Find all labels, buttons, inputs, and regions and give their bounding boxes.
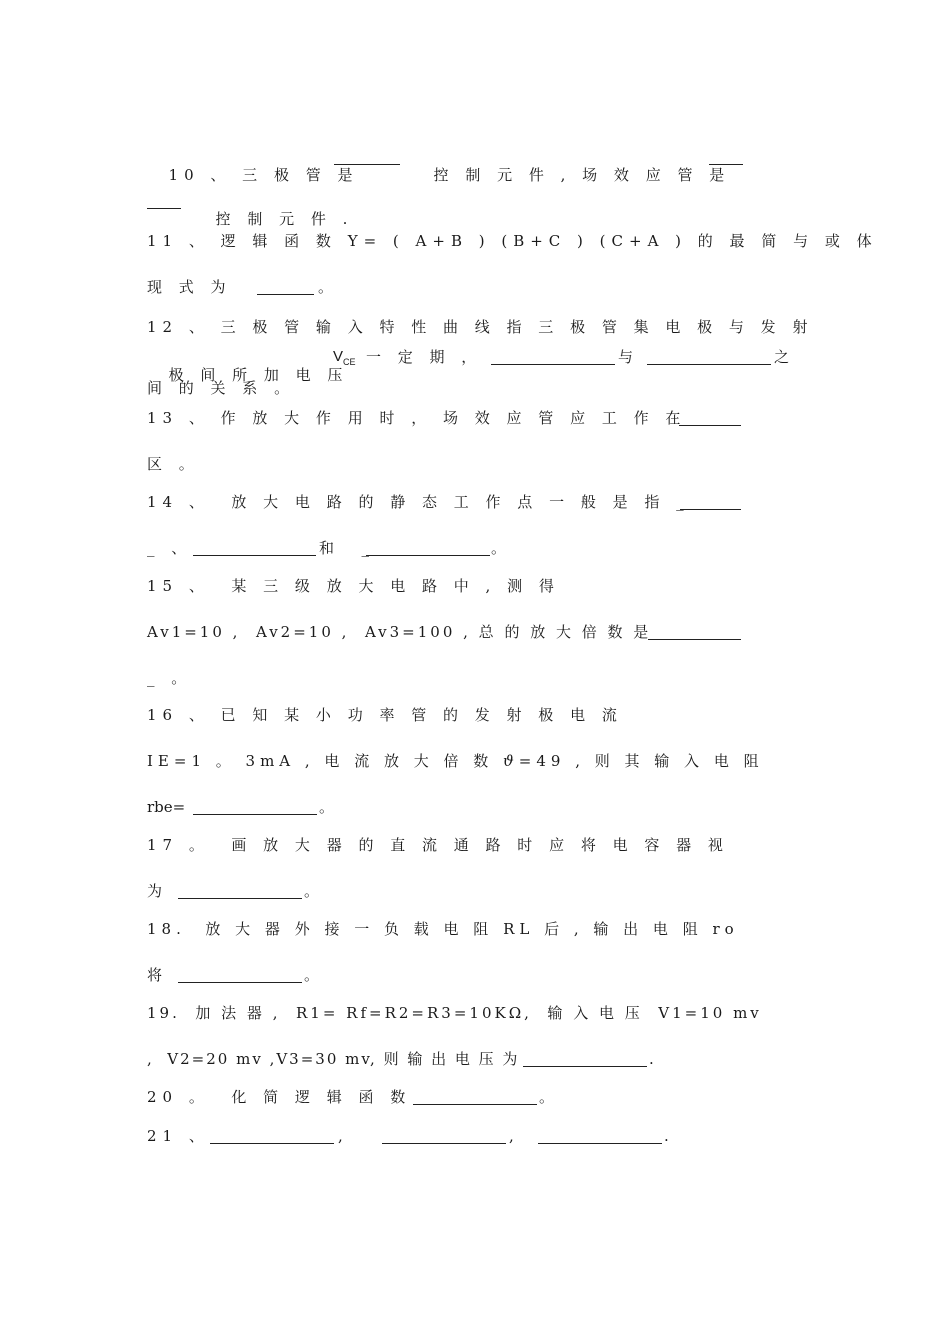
q10-blank1[interactable] [334,150,400,165]
q18-line1: 18. 放 大 器 外 接 一 负 载 电 阻 RL 后 , 输 出 电 阻 ro [147,920,739,938]
q17-blank[interactable] [178,884,302,899]
q11-text-a: 现 式 为 [147,278,232,296]
q13-line1: 13 、 作 放 大 作 用 时 ， 场 效 应 管 应 工 作 在 [147,409,687,427]
q14-line2c: 。 [491,539,507,557]
q14-blank1[interactable] [193,541,316,556]
q19-line1: 19. 加 法 器 , R1= Rf=R2=R3=10KΩ, 输 入 电 压 V1=10 mv [147,1004,762,1022]
q12-blank2[interactable] [647,350,771,365]
q16-text-a: IE=1 。 3mA , 电 流 放 大 倍 数 [147,752,504,770]
q19-blank[interactable] [523,1052,647,1067]
q12-text-d: 之 [774,348,790,366]
q12-text-a: 极 间 所 加 电 压 [168,366,349,384]
q17-line1: 17 。 画 放 大 器 的 直 流 通 路 时 应 将 电 容 器 视 [147,836,729,854]
q20-end: 。 [539,1088,555,1106]
q14-line2a: _ 、 [147,539,193,557]
q16-text-b: =49 , 则 其 输 入 电 阻 [518,752,764,770]
q13-blank[interactable] [679,411,741,426]
q21-comma2: , [509,1127,514,1145]
q11-end: 。 [318,278,334,296]
q11-line1: 11 、 逻 辑 函 数 Y= ( A+B ) (B+C ) (C+A ) 的 最 简 与 或 体 [147,232,878,250]
q14-line1: 14 、 放 大 电 路 的 静 态 工 作 点 一 般 是 指 _ [147,493,690,511]
q18-line2a: 将 [147,966,163,984]
q16-blank[interactable] [193,800,317,815]
q21-comma1: , [338,1127,343,1145]
q21-line1: 21 、 [147,1127,210,1145]
q15-blank[interactable] [648,625,741,640]
q10-line1 [147,148,358,184]
q16-line1: 16 、 已 知 某 小 功 率 管 的 发 射 极 电 流 [147,706,623,724]
q20-blank[interactable] [413,1090,537,1105]
q12-v: V [333,348,344,365]
q10-blank2a[interactable] [709,150,743,165]
q11-blank[interactable] [257,280,314,295]
q19-line2b: . [649,1050,654,1068]
q12-blank1[interactable] [491,350,615,365]
q19-line2a: , V2=20 mv ,V3=30 mv, 则 输 出 电 压 为 [147,1050,520,1068]
q21-blank2[interactable] [382,1129,506,1144]
q12-line3: 间 的 关 系 。 [147,379,296,397]
q16-line3a: rbe= [147,798,186,816]
q16-line3b: 。 [319,798,335,816]
q14-line2b: 和 _ [319,539,376,557]
q18-blank[interactable] [178,968,302,983]
q10-text-a: 10 、 三 极 管 是 [168,166,359,184]
q18-line2b: 。 [304,966,320,984]
q17-line2b: 。 [304,882,320,900]
q12-text-c: 与 [618,348,634,366]
q12-text-b: 一 定 期 ， [366,348,483,366]
q10-line1b [412,148,730,184]
q14-blank2[interactable] [366,541,490,556]
q21-blank3[interactable] [538,1129,662,1144]
q17-line2a: 为 [147,882,163,900]
q10-blank2b[interactable] [147,194,181,209]
q15-line1: 15 、 某 三 级 放 大 电 路 中 , 测 得 [147,577,560,595]
q12-line1: 12 、 三 极 管 输 入 特 性 曲 线 指 三 极 管 集 电 极 与 发 射 [147,318,814,336]
q10-line2 [194,192,353,228]
q10-text-c: 控 制 元 件 . [215,210,354,228]
q15-line3: _ 。 [147,669,193,687]
q12-sub: CE [343,357,356,367]
q16-line2 [147,752,764,770]
q20-line1: 20 。 化 简 逻 辑 函 数 [147,1088,412,1106]
q21-blank1[interactable] [210,1129,334,1144]
q14-blank0[interactable] [680,495,741,510]
q21-end: . [664,1127,669,1145]
q16-beta: ϑ [503,752,519,770]
q11-line2 [147,278,232,296]
q15-line2: Av1=10 , Av2=10 , Av3=100 , 总 的 放 大 倍 数 是 [147,623,652,641]
q13-line2: 区 。 [147,455,200,473]
q10-text-b: 控 制 元 件 , 场 效 应 管 是 [433,166,731,184]
q12-vce [333,348,356,371]
